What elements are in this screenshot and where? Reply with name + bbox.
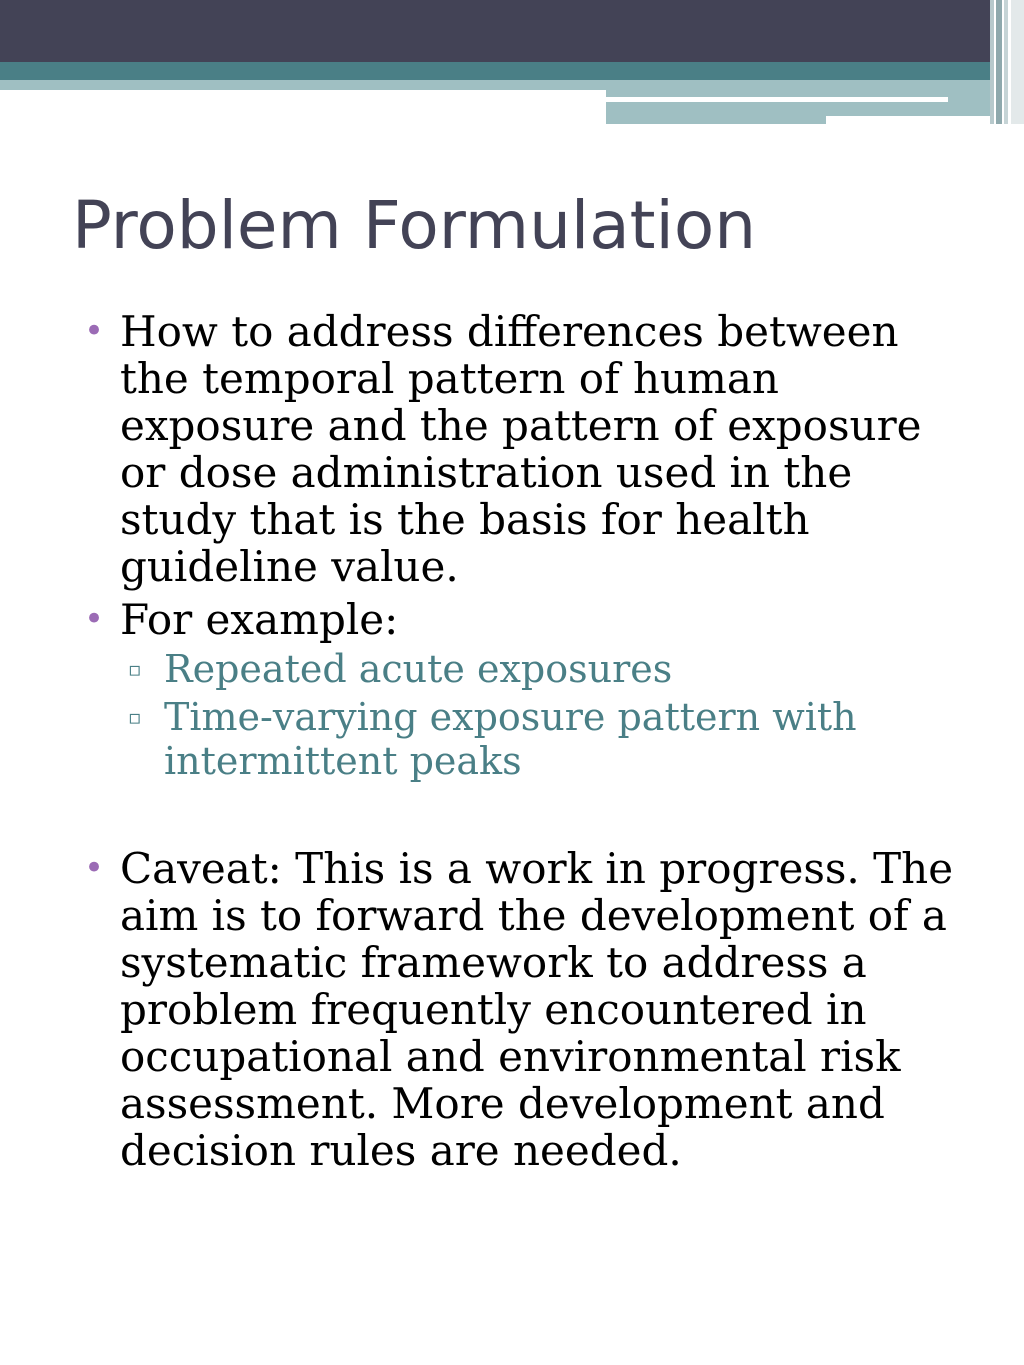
bullet-dot-icon: • [84,848,105,888]
vertical-spacer [84,783,964,845]
banner-dark-band [0,0,1024,62]
square-bullet-icon: ▫ [128,657,142,681]
banner-white-line [606,97,948,102]
slide-title: Problem Formulation [72,187,757,264]
bullet-dot-icon: • [84,311,105,351]
bullet-text: How to address differences between the temporal pattern of human exposure and the pattern of exposure or dose administration used in the study that is the basis for health guideline value. [120,307,922,591]
bullet-text: For example: [120,595,399,644]
bullet-text: Caveat: This is a work in progress. The aim is to forward the development of a systematic framework to address a problem frequently encountered in occupational and environmental risk assessment. More development and decision rules are needed. [120,844,954,1175]
bullet-dot-icon: • [84,599,105,639]
bullet-item [84,308,964,590]
sub-bullet-item [84,695,964,783]
banner-light-band [0,80,606,90]
sub-bullet-text: Repeated acute exposures [164,647,673,691]
banner-vertical-stripes [990,0,1024,124]
bullet-item [84,845,964,1174]
square-bullet-icon: ▫ [128,705,142,729]
sub-bullet-text: Time-varying exposure pattern with intermittent peaks [164,695,857,783]
sub-bullet-item [84,647,964,691]
bullet-item [84,596,964,643]
banner-teal-band [0,62,1024,80]
slide-body [84,308,964,1174]
